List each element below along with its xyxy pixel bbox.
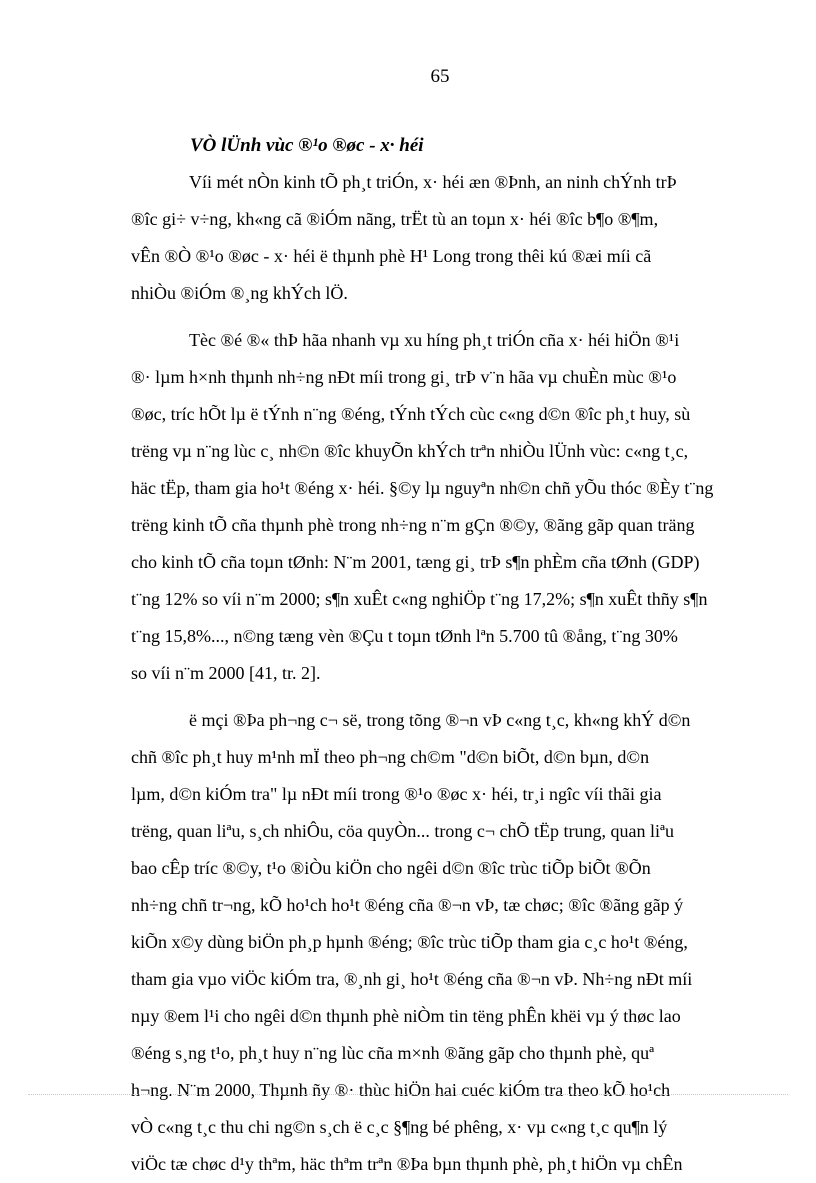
text-line: ®øc, tríc hÕt lµ ë tÝnh n¨ng ®éng, tÝnh tÝch cùc c«ng d©n ®îc ph¸t huy, sù: [131, 404, 691, 424]
text-line: t¨ng 15,8%..., n©ng tæng vèn ®Çu t toµn tØnh lªn 5.700 tû ®ång, t¨ng 30%: [131, 626, 678, 646]
text-line: ®· lµm h×nh thµnh nh÷ng nÐt míi trong gi¸ trÞ v¨n hãa vµ chuÈn mùc ®¹o: [131, 367, 677, 387]
text-line: Tèc ®é ®« thÞ hãa nhanh vµ xu híng ph¸t triÓn cña x· héi hiÖn ®¹i: [189, 330, 680, 350]
text-line: vÊn ®Ò ®¹o ®øc - x· héi ë thµnh phè H¹ Long trong thêi kú ®æi míi cã: [131, 246, 652, 266]
text-line: trëng kinh tÕ cña thµnh phè trong nh÷ng n¨m gÇn ®©y, ®ãng gãp quan träng: [131, 515, 695, 535]
text-line: tham gia vµo viÖc kiÓm tra, ®¸nh gi¸ ho¹t ®éng cña ®¬n vÞ. Nh÷ng nÐt míi: [131, 969, 693, 989]
paragraph-2: [131, 322, 771, 692]
paragraph-1: [131, 164, 771, 312]
text-line: h¬ng. N¨m 2000, Thµnh ñy ®· thùc hiÖn hai cuéc kiÓm tra theo kÕ ho¹ch: [131, 1080, 671, 1100]
text-line: so víi n¨m 2000 [41, tr. 2].: [131, 663, 321, 683]
text-line: häc tËp, tham gia ho¹t ®éng x· héi. §©y lµ nguyªn nh©n chñ yÕu thóc ®Èy t¨ng: [131, 478, 714, 498]
text-line: ë mçi ®Þa ph¬ng c¬ së, trong tõng ®¬n vÞ c«ng t¸c, kh«ng khÝ d©n: [189, 710, 691, 730]
section-heading: VÒ lÜnh vùc ®¹o ®øc - x· héi: [190, 135, 424, 156]
text-line: viÖc tæ chøc d¹y thªm, häc thªm trªn ®Þa bµn thµnh phè, ph¸t hiÖn vµ chÊn: [131, 1154, 683, 1174]
text-line: cho kinh tÕ cña toµn tØnh: N¨m 2001, tæng gi¸ trÞ s¶n phÈm cña tØnh (GDP): [131, 552, 700, 572]
text-line: vÒ c«ng t¸c thu chi ng©n s¸ch ë c¸c §¶ng bé phêng, x· vµ c«ng t¸c qu¶n lý: [131, 1117, 668, 1137]
text-line: trëng vµ n¨ng lùc c¸ nh©n ®îc khuyÕn khÝch trªn nhiÒu lÜnh vùc: c«ng t¸c,: [131, 441, 689, 461]
page-bottom-divider: [28, 1094, 788, 1095]
text-line: t¨ng 12% so víi n¨m 2000; s¶n xuÊt c«ng nghiÖp t¨ng 17,2%; s¶n xuÊt thñy s¶n: [131, 589, 708, 609]
text-line: kiÕn x©y dùng biÖn ph¸p hµnh ®éng; ®îc trùc tiÕp tham gia c¸c ho¹t ®éng,: [131, 932, 688, 952]
text-line: ®îc gi÷ v÷ng, kh«ng cã ®iÓm nãng, trËt tù an toµn x· héi ®îc b¶o ®¶m,: [131, 209, 659, 229]
paragraph-3: [131, 702, 771, 1183]
text-line: chñ ®îc ph¸t huy m¹nh mÏ theo ph¬ng ch©m "d©n biÕt, d©n bµn, d©n: [131, 747, 650, 767]
text-line: nh÷ng chñ tr¬ng, kÕ ho¹ch ho¹t ®éng cña ®¬n vÞ, tæ chøc; ®îc ®ãng gãp ý: [131, 895, 684, 915]
text-line: lµm, d©n kiÓm tra" lµ nÐt míi trong ®¹o ®øc x· héi, tr¸i ngîc víi thãi gia: [131, 784, 662, 804]
text-line: trëng, quan liªu, s¸ch nhiÔu, cöa quyÒn... trong c¬ chÕ tËp trung, quan liªu: [131, 821, 674, 841]
text-line: nµy ®em l¹i cho ngêi d©n thµnh phè niÒm tin tëng phÊn khëi vµ ý thøc lao: [131, 1006, 681, 1026]
text-line: Víi mét nÒn kinh tÕ ph¸t triÓn, x· héi æn ®Þnh, an ninh chÝnh trÞ: [189, 172, 677, 192]
text-line: ®éng s¸ng t¹o, ph¸t huy n¨ng lùc cña m×nh ®ãng gãp cho thµnh phè, quª: [131, 1043, 655, 1063]
body-text: [131, 164, 771, 1183]
text-line: nhiÒu ®iÓm ®¸ng khÝch lÖ.: [131, 283, 348, 303]
page-number: 65: [430, 66, 450, 87]
text-line: bao cÊp tríc ®©y, t¹o ®iÒu kiÖn cho ngêi d©n ®îc trùc tiÕp biÕt ®Õn: [131, 858, 651, 878]
